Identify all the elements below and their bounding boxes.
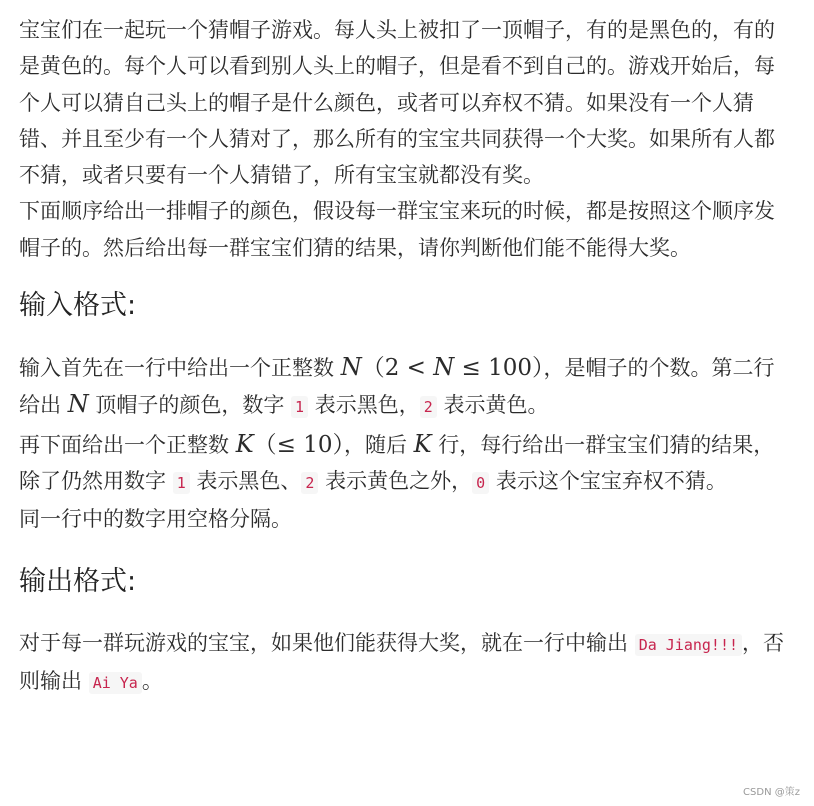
input-text: 顶帽子的颜色，数字 [88, 393, 292, 418]
input-text: 表示黄色。 [436, 393, 549, 418]
intro-paragraph-2: 下面顺序给出一排帽子的颜色，假设每一群宝宝来玩的时候，都是按照这个顺序发帽子的。然后给出每一群宝宝们猜的结果，请你判断他们能不能得大奖。 [19, 199, 775, 260]
math-n: N [67, 390, 89, 419]
code-abstain: 0 [472, 472, 489, 494]
code-black: 1 [291, 396, 308, 418]
math-n: N [340, 353, 362, 382]
input-text: 再下面给出一个正整数 [19, 432, 236, 457]
input-line-1 [19, 349, 795, 426]
input-text: ，是帽子的个数。第二行给出 [19, 356, 775, 418]
math-k: K [413, 429, 432, 458]
csdn-watermark: CSDN @策z [743, 787, 800, 798]
input-text: ，随后 [343, 432, 414, 457]
output-text: 。 [141, 668, 163, 693]
problem-statement [19, 12, 795, 701]
input-text: 表示黑色， [308, 393, 420, 418]
code-yellow: 2 [420, 396, 437, 418]
code-win-output: Da Jiang!!! [635, 634, 742, 656]
input-text: 表示黄色之外， [318, 468, 473, 493]
input-text: 行，每行给出一群宝宝们猜的结果，除了仍然用数字 [19, 432, 775, 493]
input-format-heading: 输入格式: [19, 290, 137, 322]
input-text: 表示黑色、 [189, 468, 302, 493]
math-range-open: （2 < [361, 355, 434, 382]
input-text: 表示这个宝宝弃权不猜。 [489, 468, 727, 493]
code-black: 1 [173, 472, 190, 494]
input-line-3: 同一行中的数字用空格分隔。 [19, 507, 292, 532]
math-range-close: ≤ 100） [454, 355, 544, 382]
math-n: N [433, 353, 455, 382]
math-k: K [235, 429, 254, 458]
code-lose-output: Ai Ya [89, 672, 142, 694]
output-format-heading: 输出格式: [19, 565, 137, 597]
code-yellow: 2 [301, 472, 318, 494]
intro-paragraph-1: 宝宝们在一起玩一个猜帽子游戏。每人头上被扣了一顶帽子，有的是黑色的，有的是黄色的。每个人可以看到别人头上的帽子，但是看不到自己的。游戏开始后，每个人可以猜自己头上的帽子是什么颜色，或者可以弃权不猜。如果没有一个人猜错、并且至少有一个人猜对了，那么所有的宝宝共同获得一个大奖。如果所有人都不猜，或者只要有一个人猜错了，所有宝宝就都没有奖。 [19, 18, 775, 188]
output-line [19, 625, 795, 702]
input-text: 输入首先在一行中给出一个正整数 [19, 356, 341, 381]
input-line-2 [19, 426, 795, 502]
math-k-bound: （≤ 10） [253, 431, 344, 458]
output-text: ，否则输出 [19, 630, 785, 693]
output-text: 对于每一群玩游戏的宝宝，如果他们能获得大奖，就在一行中输出 [19, 630, 635, 655]
